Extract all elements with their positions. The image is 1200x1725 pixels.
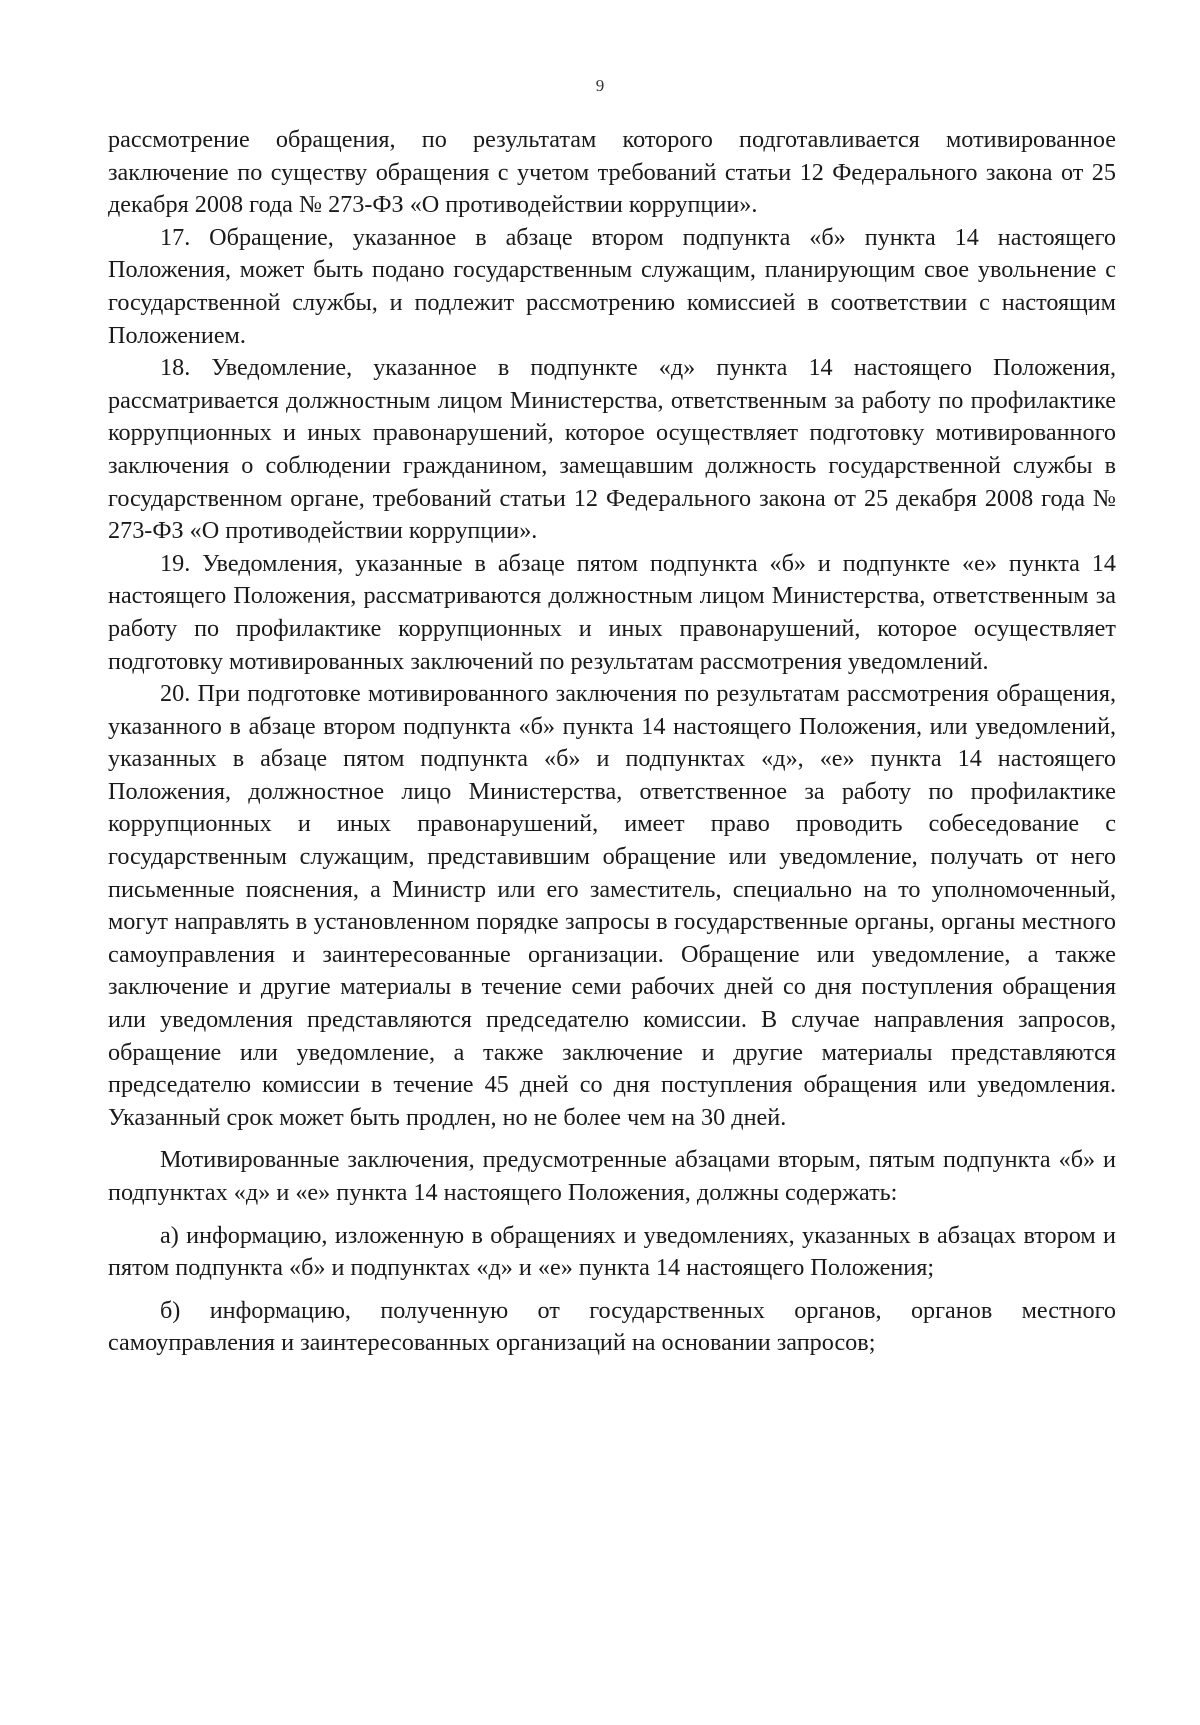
paragraph-conclusions-content: Мотивированные заключения, предусмотренные абзацами вторым, пятым подпункта «б» и подпунктах «д» и «е» пункта 14 настоящего Положения, должны содержать: [108,1146,1116,1206]
paragraph-17: 17. Обращение, указанное в абзаце втором подпункта «б» пункта 14 настоящего Положения, может быть подано государственным служащим, планирующим свое увольнение с государственной службы, и подлежит рассмотрению комиссией в соответствии с настоящим Положением. [108,223,1116,349]
list-item-a: а) информацию, изложенную в обращениях и уведомлениях, указанных в абзацах втором и пятом подпункта «б» и подпунктах «д» и «е» пункта 14 настоящего Положения; [108,1221,1116,1282]
paragraph-18: 18. Уведомление, указанное в подпункте «д» пункта 14 настоящего Положения, рассматривается должностным лицом Министерства, ответственным за работу по профилактике коррупционных и иных правонарушений, которое осуществляет подготовку мотивированного заключения о соблюдении гражданином, замещавшим должность государственной службы в государственном органе, требований статьи 12 Федерального закона от 25 декабря 2008 года № 273-ФЗ «О противодействии коррупции». [108,354,1116,545]
page-number: 9 [595,76,605,95]
document-body [108,124,1116,1360]
paragraph-19: 19. Уведомления, указанные в абзаце пятом подпункта «б» и подпункте «е» пункта 14 настоящего Положения, рассматриваются должностным лицом Министерства, ответственным за работу по профилактике коррупционных и иных правонарушений, которое осуществляет подготовку мотивированных заключений по результатам рассмотрения уведомлений. [108,549,1116,675]
paragraph-20: 20. При подготовке мотивированного заключения по результатам рассмотрения обращения, указанного в абзаце втором подпункта «б» пункта 14 настоящего Положения, или уведомлений, указанных в абзаце пятом подпункта «б» и подпунктах «д», «е» пункта 14 настоящего Положения, должностное лицо Министерства, ответственное за работу по профилактике коррупционных и иных правонарушений, имеет право проводить собеседование с государственным служащим, представившим обращение или уведомление, получать от него письменные пояснения, а Министр или его заместитель, специально на то уполномоченный, могут направлять в установленном порядке запросы в государственные органы, органы местного самоуправления и заинтересованные организации. Обращение или уведомление, а также заключение и другие материалы в течение семи рабочих дней со дня поступления обращения или уведомления представляются председателю комиссии. В случае направления запросов, обращение или уведомление, а также заключение и другие материалы представляются председателю комиссии в течение 45 дней со дня поступления обращения или уведомления. Указанный срок может быть продлен, но не более чем на 30 дней. [108,680,1116,1131]
list-item-b: б) информацию, полученную от государственных органов, органов местного самоуправления и заинтересованных организаций на основании запросов; [108,1296,1116,1357]
paragraph-continuation: рассмотрение обращения, по результатам которого подготавливается мотивированное заключение по существу обращения с учетом требований статьи 12 Федерального закона от 25 декабря 2008 года № 273-ФЗ «О противодействии коррупции». [108,126,1116,219]
